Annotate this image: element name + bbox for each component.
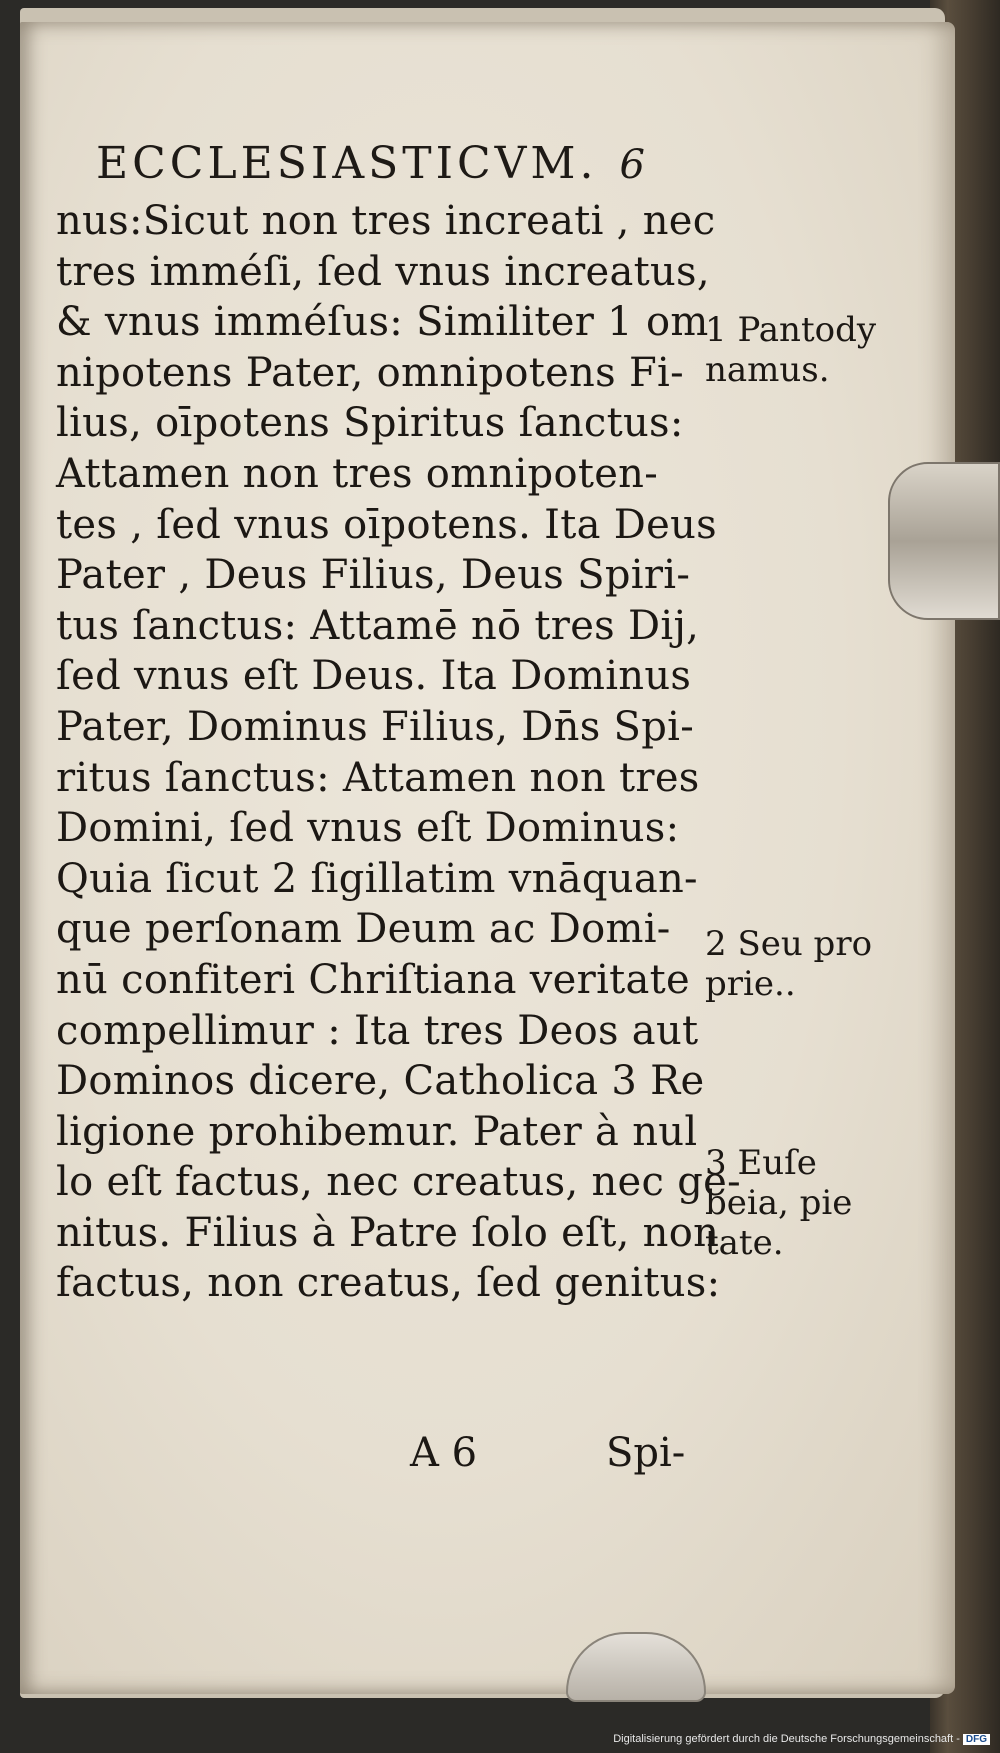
marginal-note-3 [705,1143,915,1263]
text-line: que perſonam Deum ac Domi- [56,906,671,953]
marginal-note-line: 1 Pantody [705,310,877,350]
text-line: tus ſanctus: Attamē nō tres Dij, [56,602,700,649]
text-line: nus:Sicut non tres increati , nec [56,198,716,244]
text-line: nipotens Pater, omnipotens Fi- [56,349,684,396]
text-line: Attamen non tres omnipoten- [56,450,659,497]
signature-mark: A 6 [410,1430,478,1476]
text-line: ritus ſanctus: Attamen non tres [56,754,700,801]
marginal-note-line: 3 Euſe [705,1143,817,1183]
running-head-title: ECCLESIASTICVM. [96,138,598,189]
running-head [96,138,746,189]
marginal-note-1 [705,310,915,390]
marginal-note-line: tate. [705,1223,784,1263]
text-line: lo eſt factus, nec creatus, nec ge- [56,1159,741,1206]
credit-text: Digitalisierung gefördert durch die Deutsche Forschungsgemeinschaft - [613,1733,960,1745]
marginal-note-line: 2 Seu pro [705,924,873,964]
text-line: Pater, Dominus Filius, Dn̄s Spi- [56,703,695,750]
text-line: tres imméſi, ſed vnus increatus, [56,248,710,295]
body-text [56,196,741,1309]
marginal-note-2 [705,924,915,1004]
text-line: factus, non creatus, ſed genitus: [56,1260,721,1307]
marginal-note-line: beia, pie [705,1183,853,1223]
text-line: nitus. Filius à Patre ſolo eſt, non [56,1209,720,1256]
text-line: lius, oīpotens Spiritus ſanctus: [56,400,684,447]
marginal-note-line: namus. [705,350,830,390]
text-line: Pater , Deus Filius, Deus Spiri- [56,552,691,599]
digitization-credit [613,1733,990,1745]
text-line: nū confiteri Chriſtiana veritate [56,956,691,1003]
folio-number: 6 [619,142,645,188]
catchword: Spi- [606,1430,686,1476]
text-line: & vnus imméſus: Similiter 1 om [56,299,709,346]
text-line: compellimur : Ita tres Deos aut [56,1007,699,1054]
text-line: Dominos dicere, Catholica 3 Re [56,1058,705,1105]
text-line: ſed vnus eſt Deus. Ita Dominus [56,653,692,700]
text-line: ligione prohibemur. Pater à nul [56,1108,698,1155]
text-line: Quia ſicut 2 ſigillatim vnāquan- [56,855,698,902]
page-clip-right [888,462,1000,620]
dfg-logo: DFG [963,1734,990,1745]
text-line: Domini, ſed vnus eſt Dominus: [56,805,680,852]
text-line: tes , ſed vnus oīpotens. Ita Deus [56,501,717,548]
marginal-note-line: prie.. [705,964,796,1004]
